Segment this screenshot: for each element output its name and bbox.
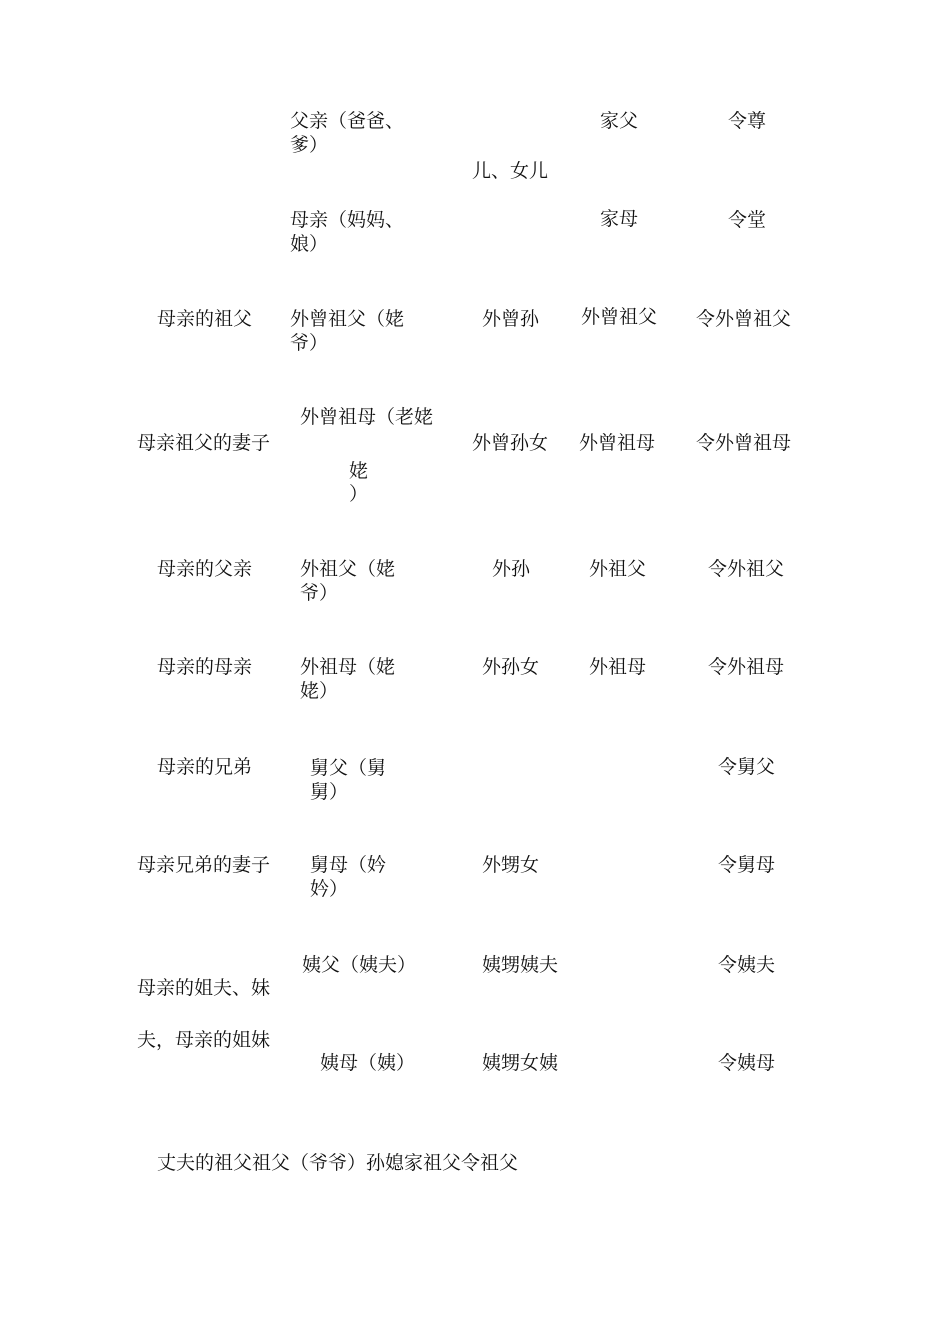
term-line: 姥）: [300, 680, 339, 702]
term-line: 舅父（舅: [310, 757, 387, 779]
term-maternal-great-grandmother-line2: 姥: [349, 460, 369, 482]
term-line: 父亲（爸爸、: [290, 110, 405, 132]
term-line: 母亲（妈妈、: [290, 209, 405, 231]
term-line: 爷）: [300, 582, 339, 604]
term-maternal-aunt-in-law: [310, 853, 386, 901]
honorific-maternal-grandfather: 令外祖父: [708, 558, 785, 580]
term-line: 爷）: [290, 332, 329, 354]
term-line: 妗）: [310, 878, 349, 900]
relation-maternal-uncle: 母亲的兄弟: [157, 756, 253, 778]
honorific-maternal-aunt: 令姨母: [718, 1052, 776, 1074]
term-line: 舅母（妗: [310, 854, 387, 876]
relation-maternal-aunts-line2: 夫，母亲的姐妹: [137, 1029, 271, 1051]
self-ref-maternal-aunt: 姨甥女姨: [482, 1052, 559, 1074]
relation-maternal-great-grandmother: 母亲祖父的妻子: [137, 432, 271, 454]
humble-father: 家父: [600, 110, 639, 132]
relation-maternal-grandfather: 母亲的父亲: [157, 558, 253, 580]
term-line: 娘）: [290, 233, 329, 255]
self-ref-maternal-great-granddaughter: 外曾孙女: [472, 432, 549, 454]
honorific-father: 令尊: [728, 110, 767, 132]
term-mother: [290, 208, 404, 256]
honorific-maternal-grandmother: 令外祖母: [708, 656, 785, 678]
term-line: 外祖母（姥: [300, 656, 396, 678]
term-line: 外曾祖父（姥: [290, 308, 405, 330]
term-maternal-great-grandmother-line3: ）: [349, 483, 369, 505]
honorific-aunt-husband: 令姨夫: [718, 954, 776, 976]
term-maternal-uncle: [310, 756, 386, 804]
footer-line: 丈夫的祖父祖父（爷爷）孙媳家祖父令祖父: [157, 1152, 519, 1174]
self-ref-children: 儿、女儿: [472, 160, 549, 182]
humble-maternal-grandmother: 外祖母: [589, 656, 647, 678]
term-maternal-grandfather: [300, 557, 395, 605]
honorific-mother: 令堂: [728, 209, 767, 231]
term-line: 舅）: [310, 781, 349, 803]
honorific-maternal-aunt-in-law: 令舅母: [718, 854, 776, 876]
term-maternal-aunt: 姨母（姨）: [320, 1052, 416, 1074]
self-ref-niece: 外甥女: [482, 854, 540, 876]
humble-maternal-great-grandfather: 外曾祖父: [581, 306, 658, 328]
term-maternal-great-grandfather: [290, 307, 404, 355]
term-maternal-grandmother: [300, 655, 395, 703]
honorific-maternal-uncle: 令舅父: [718, 756, 776, 778]
humble-maternal-great-grandmother: 外曾祖母: [579, 432, 656, 454]
term-line: 爹）: [290, 134, 329, 156]
term-line: 外祖父（姥: [300, 558, 396, 580]
relation-maternal-great-grandfather: 母亲的祖父: [157, 308, 253, 330]
humble-mother: 家母: [600, 208, 639, 230]
relation-maternal-aunt-in-law: 母亲兄弟的妻子: [137, 854, 271, 876]
term-aunt-husband: 姨父（姨夫）: [302, 954, 417, 976]
self-ref-maternal-great-grandson: 外曾孙: [482, 308, 540, 330]
honorific-maternal-great-grandfather: 令外曾祖父: [696, 308, 792, 330]
honorific-maternal-great-grandmother: 令外曾祖母: [696, 432, 792, 454]
self-ref-maternal-granddaughter: 外孙女: [482, 656, 540, 678]
humble-maternal-grandfather: 外祖父: [589, 558, 647, 580]
term-father: [290, 109, 404, 157]
relation-maternal-aunts-line1: 母亲的姐夫、妹: [137, 977, 271, 999]
self-ref-maternal-grandson: 外孙: [492, 558, 531, 580]
term-maternal-great-grandmother-line1: 外曾祖母（老姥: [300, 406, 434, 428]
self-ref-aunt-husband: 姨甥姨夫: [482, 954, 559, 976]
relation-maternal-grandmother: 母亲的母亲: [157, 656, 253, 678]
